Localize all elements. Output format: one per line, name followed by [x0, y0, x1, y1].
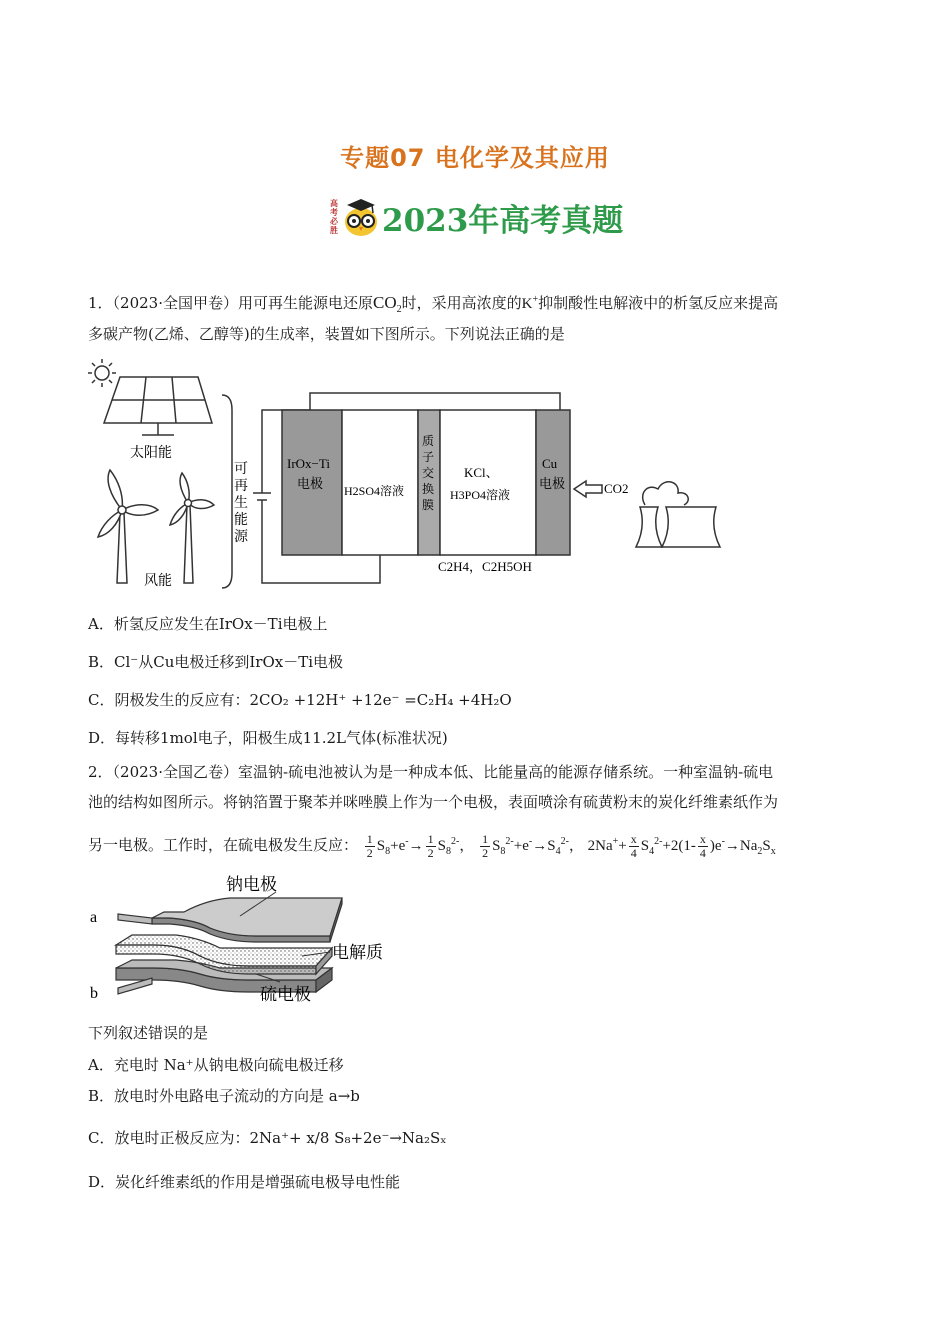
co2-inlet-label: CO2	[604, 481, 629, 496]
membrane-1: 质	[422, 434, 435, 448]
renewable-3: 生	[234, 496, 248, 511]
q2-option-d[interactable]: D．炭化纤维素纸的作用是增强硫电极导电性能	[88, 1173, 401, 1191]
left-solution: H2SO4溶液	[344, 484, 405, 498]
right-solution-2: H3PO4溶液	[450, 488, 511, 502]
renewable-1: 可	[234, 462, 248, 477]
q2-stem-line2: 池的结构如图所示。将钠箔置于聚苯并咪唑膜上作为一个电极，表面喷涂有硫黄粉末的炭化纤维素纸作为	[88, 793, 779, 811]
electrolyte-label: 电解质	[332, 943, 383, 962]
solar-label: 太阳能	[130, 446, 172, 461]
sulfur-electrode-label: 硫电极	[260, 985, 311, 1004]
membrane-4: 换	[422, 482, 435, 496]
terminal-b-label: b	[90, 985, 98, 1002]
wind-label: 风能	[144, 574, 172, 589]
q1-option-c[interactable]: C．阴极发生的反应有：2CO₂ +12H⁺ +12e⁻ =C₂H₄ +4H₂O	[88, 691, 512, 709]
q2-battery-diagram	[80, 870, 420, 1010]
anode-electrode-label: 电极	[297, 476, 324, 491]
q2-option-c[interactable]: C．放电时正极反应为：2Na⁺+ x/8 S₈+2e⁻→Na₂Sₓ	[88, 1129, 447, 1147]
q2-stem-line3: 另一电极。工作时，在硫电极发生反应： $\frac{1}{2}$ $S_8+e^-\to$ $\frac{1}{2}$ $S_8^{2-}$， $\frac{1}{2}$ $S_8^{2-}+e^-\to S_4^{2-}$， 2Na++ $\frac{x}{4}$ $S_4^{2-}+2(1-$ $\frac{x}{4}$ )$e^-\to Na_2S_x$	[88, 832, 776, 861]
banner-side-text: 高考必胜	[330, 199, 338, 235]
renewable-4: 能	[234, 513, 248, 528]
q1-stem-line1: 1．（2023·全国甲卷）用可再生能源电还原$CO_2$时，采用高浓度的K+抑制酸性电解液中的析氢反应来提高	[88, 293, 779, 315]
q2-prompt: 下列叙述错误的是	[88, 1024, 209, 1042]
q1-option-d[interactable]: D．每转移1mol电子，阳极生成11.2L气体(标准状况)	[88, 729, 448, 747]
membrane-2: 子	[422, 450, 435, 464]
q1-option-b[interactable]: B．Cl⁻从Cu电极迁移到IrOx－Ti电极	[88, 653, 344, 671]
q2-reaction-equations: $\frac{1}{2}$ $S_8+e^-\to$ $\frac{1}{2}$ $S_8^{2-}$， $\frac{1}{2}$ $S_8^{2-}+e^-\to S_4^{2-}$， 2Na++ $\frac{x}{4}$ $S_4^{2-}+2(1-$ $\frac{x}{4}$ )$e^-\to Na_2S_x$	[366, 832, 776, 861]
q1-stem-line2: 多碳产物(乙烯、乙醇等)的生成率，装置如下图所示。下列说法正确的是	[88, 325, 565, 343]
sodium-electrode-label: 钠电极	[226, 875, 277, 894]
cathode-label: Cu	[542, 456, 558, 471]
right-solution-1: KCl、	[464, 465, 499, 480]
co2-inlet-arrow-icon	[574, 481, 602, 497]
bracket	[222, 395, 232, 588]
q2-option-a[interactable]: A．充电时 Na⁺从钠电极向硫电极迁移	[88, 1056, 344, 1074]
factory-icon	[636, 482, 720, 547]
terminal-a-label: a	[90, 909, 98, 926]
membrane-3: 交	[422, 466, 435, 480]
renewable-5: 源	[234, 530, 248, 545]
wind-turbine-icon	[98, 470, 214, 583]
sun-icon	[88, 359, 116, 387]
q1-electrolysis-diagram	[80, 355, 730, 595]
cathode-electrode-label: 电极	[539, 476, 566, 491]
renewable-2: 再	[234, 479, 248, 494]
anode-label: IrOx−Ti	[287, 456, 330, 471]
q2-option-b[interactable]: B．放电时外电路电子流动的方向是 a→b	[88, 1087, 360, 1105]
products-label: C2H4，C2H5OH	[438, 559, 532, 574]
q2-stem-line1: 2．（2023·全国乙卷）室温钠-硫电池被认为是一种成本低、比能量高的能源存储系统。一种室温钠-硫电	[88, 763, 774, 781]
banner-title: 2023年高考真题	[382, 202, 624, 239]
solar-panel-icon	[104, 377, 212, 435]
owl-mascot-icon	[342, 197, 380, 237]
page-title: 专题07 电化学及其应用	[340, 144, 610, 172]
membrane-5: 膜	[422, 498, 435, 512]
banner	[330, 192, 623, 242]
q1-option-a[interactable]: A．析氢反应发生在IrOx－Ti电极上	[88, 615, 328, 633]
